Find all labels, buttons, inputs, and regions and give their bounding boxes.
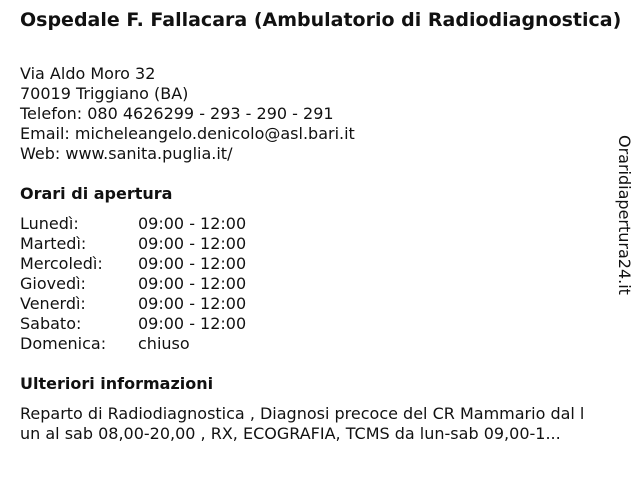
- hours-row-tuesday: [20, 234, 246, 254]
- further-info-heading: Ulteriori informazioni: [20, 374, 214, 393]
- hours-row-friday: [20, 294, 246, 314]
- opening-hours-heading: Orari di apertura: [20, 184, 173, 203]
- hours-row-monday: [20, 214, 246, 234]
- email-address: Email: micheleangelo.denicolo@asl.bari.it: [20, 124, 355, 143]
- page-title: Ospedale F. Fallacara (Ambulatorio di Radiodiagnostica): [20, 9, 622, 31]
- day-label: Lunedì:: [20, 214, 79, 233]
- street-address: Via Aldo Moro 32: [20, 64, 156, 83]
- address-block: [20, 64, 355, 164]
- city-address: 70019 Triggiano (BA): [20, 84, 189, 103]
- hours-row-thursday: [20, 274, 246, 294]
- day-label: Venerdì:: [20, 294, 86, 313]
- day-label: Martedì:: [20, 234, 87, 253]
- day-hours: 09:00 - 12:00: [138, 274, 247, 293]
- hours-row-saturday: [20, 314, 246, 334]
- opening-hours-table: [20, 214, 246, 354]
- day-hours: 09:00 - 12:00: [138, 214, 247, 233]
- day-hours: chiuso: [138, 334, 190, 353]
- website: Web: www.sanita.puglia.it/: [20, 144, 233, 163]
- further-info-line: Reparto di Radiodiagnostica , Diagnosi precoce del CR Mammario dal l: [20, 404, 585, 423]
- day-label: Domenica:: [20, 334, 107, 353]
- day-hours: 09:00 - 12:00: [138, 254, 247, 273]
- phone-numbers: Telefon: 080 4626299 - 293 - 290 - 291: [20, 104, 334, 123]
- day-hours: 09:00 - 12:00: [138, 314, 247, 333]
- hours-row-wednesday: [20, 254, 246, 274]
- day-hours: 09:00 - 12:00: [138, 294, 247, 313]
- further-info-text: [20, 404, 630, 444]
- day-label: Giovedì:: [20, 274, 86, 293]
- day-hours: 09:00 - 12:00: [138, 234, 247, 253]
- site-watermark: Oraridiapertura24.it: [615, 135, 634, 295]
- hours-row-sunday: [20, 334, 246, 354]
- further-info-line: un al sab 08,00-20,00 , RX, ECOGRAFIA, TCMS da lun-sab 09,00-1...: [20, 424, 561, 443]
- day-label: Sabato:: [20, 314, 82, 333]
- day-label: Mercoledì:: [20, 254, 103, 273]
